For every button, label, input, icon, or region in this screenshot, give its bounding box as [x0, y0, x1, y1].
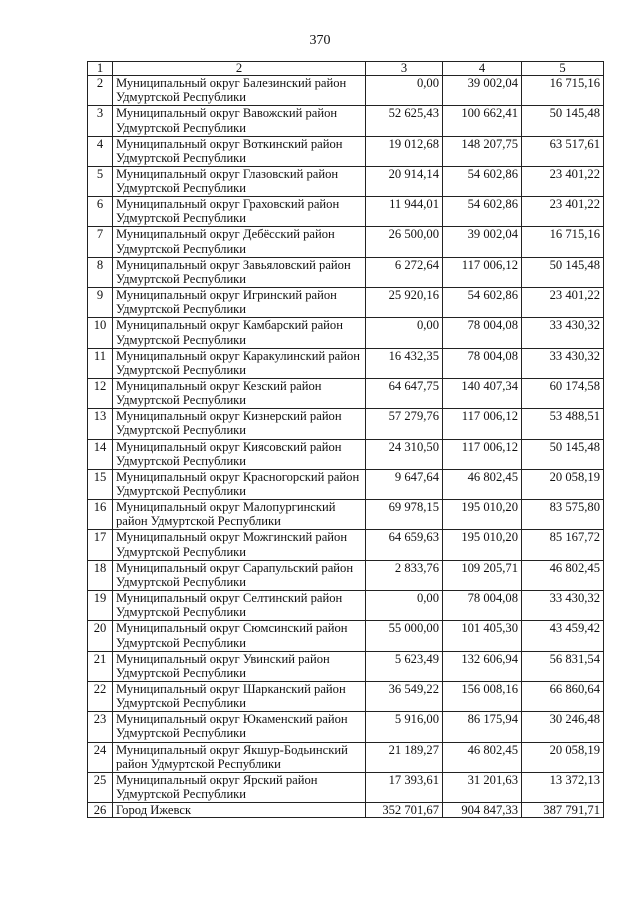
municipality-cell: Муниципальный округ Малопургинский район Удмуртской Республики — [113, 500, 366, 530]
table-row — [88, 227, 604, 257]
table-row — [88, 288, 604, 318]
row-number-cell: 7 — [88, 227, 113, 257]
municipality-cell: Муниципальный округ Можгинский район Удмуртской Республики — [113, 530, 366, 560]
row-number-cell: 21 — [88, 651, 113, 681]
value-cell-col5: 23 401,22 — [522, 197, 604, 227]
municipality-cell: Город Ижевск — [113, 803, 366, 818]
row-number-cell: 9 — [88, 288, 113, 318]
value-cell-col3: 20 914,14 — [366, 166, 443, 196]
table-row — [88, 197, 604, 227]
page-number: 370 — [309, 33, 331, 48]
value-cell-col4: 54 602,86 — [443, 166, 522, 196]
table-row — [88, 348, 604, 378]
allocation-table — [87, 61, 604, 818]
table-row — [88, 136, 604, 166]
value-cell-col5: 43 459,42 — [522, 621, 604, 651]
value-cell-col5: 50 145,48 — [522, 106, 604, 136]
municipality-cell: Муниципальный округ Дебёсский район Удмуртской Республики — [113, 227, 366, 257]
value-cell-col5: 33 430,32 — [522, 348, 604, 378]
municipality-cell: Муниципальный округ Вавожский район Удмуртской Республики — [113, 106, 366, 136]
row-number-cell: 2 — [88, 76, 113, 106]
value-cell-col5: 387 791,71 — [522, 803, 604, 818]
value-cell-col5: 63 517,61 — [522, 136, 604, 166]
row-number-cell: 3 — [88, 106, 113, 136]
value-cell-col5: 20 058,19 — [522, 469, 604, 499]
table-row — [88, 378, 604, 408]
value-cell-col3: 19 012,68 — [366, 136, 443, 166]
row-number-cell: 12 — [88, 378, 113, 408]
municipality-cell: Муниципальный округ Увинский район Удмуртской Республики — [113, 651, 366, 681]
value-cell-col4: 156 008,16 — [443, 681, 522, 711]
value-cell-col3: 52 625,43 — [366, 106, 443, 136]
table-row — [88, 106, 604, 136]
column-header: 3 — [366, 62, 443, 76]
value-cell-col5: 60 174,58 — [522, 378, 604, 408]
row-number-cell: 13 — [88, 409, 113, 439]
value-cell-col4: 132 606,94 — [443, 651, 522, 681]
value-cell-col4: 195 010,20 — [443, 500, 522, 530]
table-row — [88, 621, 604, 651]
value-cell-col3: 64 647,75 — [366, 378, 443, 408]
value-cell-col3: 352 701,67 — [366, 803, 443, 818]
value-cell-col4: 54 602,86 — [443, 288, 522, 318]
municipality-cell: Муниципальный округ Кизнерский район Удмуртской Республики — [113, 409, 366, 439]
value-cell-col3: 57 279,76 — [366, 409, 443, 439]
value-cell-col4: 78 004,08 — [443, 591, 522, 621]
value-cell-col3: 9 647,64 — [366, 469, 443, 499]
value-cell-col4: 117 006,12 — [443, 409, 522, 439]
value-cell-col5: 50 145,48 — [522, 439, 604, 469]
table-header-row — [88, 62, 604, 76]
table-row — [88, 439, 604, 469]
row-number-cell: 5 — [88, 166, 113, 196]
value-cell-col3: 0,00 — [366, 76, 443, 106]
column-header: 2 — [113, 62, 366, 76]
row-number-cell: 25 — [88, 772, 113, 802]
value-cell-col3: 26 500,00 — [366, 227, 443, 257]
value-cell-col4: 86 175,94 — [443, 712, 522, 742]
value-cell-col4: 117 006,12 — [443, 439, 522, 469]
row-number-cell: 11 — [88, 348, 113, 378]
row-number-cell: 16 — [88, 500, 113, 530]
municipality-cell: Муниципальный округ Красногорский район Удмуртской Республики — [113, 469, 366, 499]
value-cell-col4: 78 004,08 — [443, 318, 522, 348]
row-number-cell: 6 — [88, 197, 113, 227]
value-cell-col4: 109 205,71 — [443, 560, 522, 590]
value-cell-col3: 55 000,00 — [366, 621, 443, 651]
value-cell-col5: 23 401,22 — [522, 166, 604, 196]
municipality-cell: Муниципальный округ Камбарский район Удмуртской Республики — [113, 318, 366, 348]
municipality-cell: Муниципальный округ Шарканский район Удмуртской Республики — [113, 681, 366, 711]
value-cell-col4: 46 802,45 — [443, 469, 522, 499]
table-row — [88, 803, 604, 818]
value-cell-col3: 24 310,50 — [366, 439, 443, 469]
value-cell-col4: 904 847,33 — [443, 803, 522, 818]
value-cell-col5: 46 802,45 — [522, 560, 604, 590]
table-row — [88, 772, 604, 802]
value-cell-col5: 33 430,32 — [522, 591, 604, 621]
table-row — [88, 469, 604, 499]
table-row — [88, 257, 604, 287]
value-cell-col5: 16 715,16 — [522, 227, 604, 257]
value-cell-col3: 16 432,35 — [366, 348, 443, 378]
value-cell-col5: 50 145,48 — [522, 257, 604, 287]
row-number-cell: 19 — [88, 591, 113, 621]
value-cell-col5: 53 488,51 — [522, 409, 604, 439]
row-number-cell: 15 — [88, 469, 113, 499]
municipality-cell: Муниципальный округ Ярский район Удмуртской Республики — [113, 772, 366, 802]
value-cell-col4: 39 002,04 — [443, 76, 522, 106]
value-cell-col3: 64 659,63 — [366, 530, 443, 560]
table-row — [88, 409, 604, 439]
row-number-cell: 4 — [88, 136, 113, 166]
row-number-cell: 18 — [88, 560, 113, 590]
value-cell-col3: 6 272,64 — [366, 257, 443, 287]
table-row — [88, 560, 604, 590]
municipality-cell: Муниципальный округ Завьяловский район Удмуртской Республики — [113, 257, 366, 287]
value-cell-col3: 5 623,49 — [366, 651, 443, 681]
table-row — [88, 591, 604, 621]
row-number-cell: 8 — [88, 257, 113, 287]
table-row — [88, 318, 604, 348]
table-row — [88, 712, 604, 742]
municipality-cell: Муниципальный округ Глазовский район Удмуртской Республики — [113, 166, 366, 196]
value-cell-col4: 100 662,41 — [443, 106, 522, 136]
value-cell-col5: 23 401,22 — [522, 288, 604, 318]
municipality-cell: Муниципальный округ Каракулинский район Удмуртской Республики — [113, 348, 366, 378]
value-cell-col4: 54 602,86 — [443, 197, 522, 227]
municipality-cell: Муниципальный округ Селтинский район Удмуртской Республики — [113, 591, 366, 621]
municipality-cell: Муниципальный округ Воткинский район Удмуртской Республики — [113, 136, 366, 166]
value-cell-col4: 140 407,34 — [443, 378, 522, 408]
row-number-cell: 26 — [88, 803, 113, 818]
row-number-cell: 14 — [88, 439, 113, 469]
value-cell-col4: 117 006,12 — [443, 257, 522, 287]
table-row — [88, 166, 604, 196]
table-row — [88, 681, 604, 711]
municipality-cell: Муниципальный округ Игринский район Удмуртской Республики — [113, 288, 366, 318]
row-number-cell: 17 — [88, 530, 113, 560]
municipality-cell: Муниципальный округ Кезский район Удмуртской Республики — [113, 378, 366, 408]
value-cell-col5: 33 430,32 — [522, 318, 604, 348]
value-cell-col3: 36 549,22 — [366, 681, 443, 711]
value-cell-col4: 148 207,75 — [443, 136, 522, 166]
municipality-cell: Муниципальный округ Якшур-Бодьинский район Удмуртской Республики — [113, 742, 366, 772]
table-row — [88, 530, 604, 560]
table-row — [88, 651, 604, 681]
value-cell-col5: 56 831,54 — [522, 651, 604, 681]
municipality-cell: Муниципальный округ Киясовский район Удмуртской Республики — [113, 439, 366, 469]
value-cell-col3: 5 916,00 — [366, 712, 443, 742]
value-cell-col4: 195 010,20 — [443, 530, 522, 560]
municipality-cell: Муниципальный округ Балезинский район Удмуртской Республики — [113, 76, 366, 106]
value-cell-col4: 101 405,30 — [443, 621, 522, 651]
value-cell-col5: 30 246,48 — [522, 712, 604, 742]
row-number-cell: 23 — [88, 712, 113, 742]
value-cell-col3: 69 978,15 — [366, 500, 443, 530]
column-header: 1 — [88, 62, 113, 76]
value-cell-col4: 39 002,04 — [443, 227, 522, 257]
value-cell-col3: 0,00 — [366, 591, 443, 621]
table-row — [88, 76, 604, 106]
municipality-cell: Муниципальный округ Граховский район Удмуртской Республики — [113, 197, 366, 227]
column-header: 5 — [522, 62, 604, 76]
value-cell-col5: 83 575,80 — [522, 500, 604, 530]
row-number-cell: 24 — [88, 742, 113, 772]
value-cell-col3: 17 393,61 — [366, 772, 443, 802]
value-cell-col4: 31 201,63 — [443, 772, 522, 802]
value-cell-col5: 66 860,64 — [522, 681, 604, 711]
municipality-cell: Муниципальный округ Сюмсинский район Удмуртской Республики — [113, 621, 366, 651]
municipality-cell: Муниципальный округ Юкаменский район Удмуртской Республики — [113, 712, 366, 742]
value-cell-col5: 85 167,72 — [522, 530, 604, 560]
row-number-cell: 20 — [88, 621, 113, 651]
value-cell-col4: 78 004,08 — [443, 348, 522, 378]
value-cell-col5: 13 372,13 — [522, 772, 604, 802]
municipality-cell: Муниципальный округ Сарапульский район Удмуртской Республики — [113, 560, 366, 590]
table-row — [88, 500, 604, 530]
value-cell-col4: 46 802,45 — [443, 742, 522, 772]
value-cell-col3: 2 833,76 — [366, 560, 443, 590]
row-number-cell: 22 — [88, 681, 113, 711]
value-cell-col3: 25 920,16 — [366, 288, 443, 318]
table-row — [88, 742, 604, 772]
value-cell-col5: 16 715,16 — [522, 76, 604, 106]
value-cell-col3: 11 944,01 — [366, 197, 443, 227]
value-cell-col3: 0,00 — [366, 318, 443, 348]
value-cell-col3: 21 189,27 — [366, 742, 443, 772]
value-cell-col5: 20 058,19 — [522, 742, 604, 772]
row-number-cell: 10 — [88, 318, 113, 348]
column-header: 4 — [443, 62, 522, 76]
